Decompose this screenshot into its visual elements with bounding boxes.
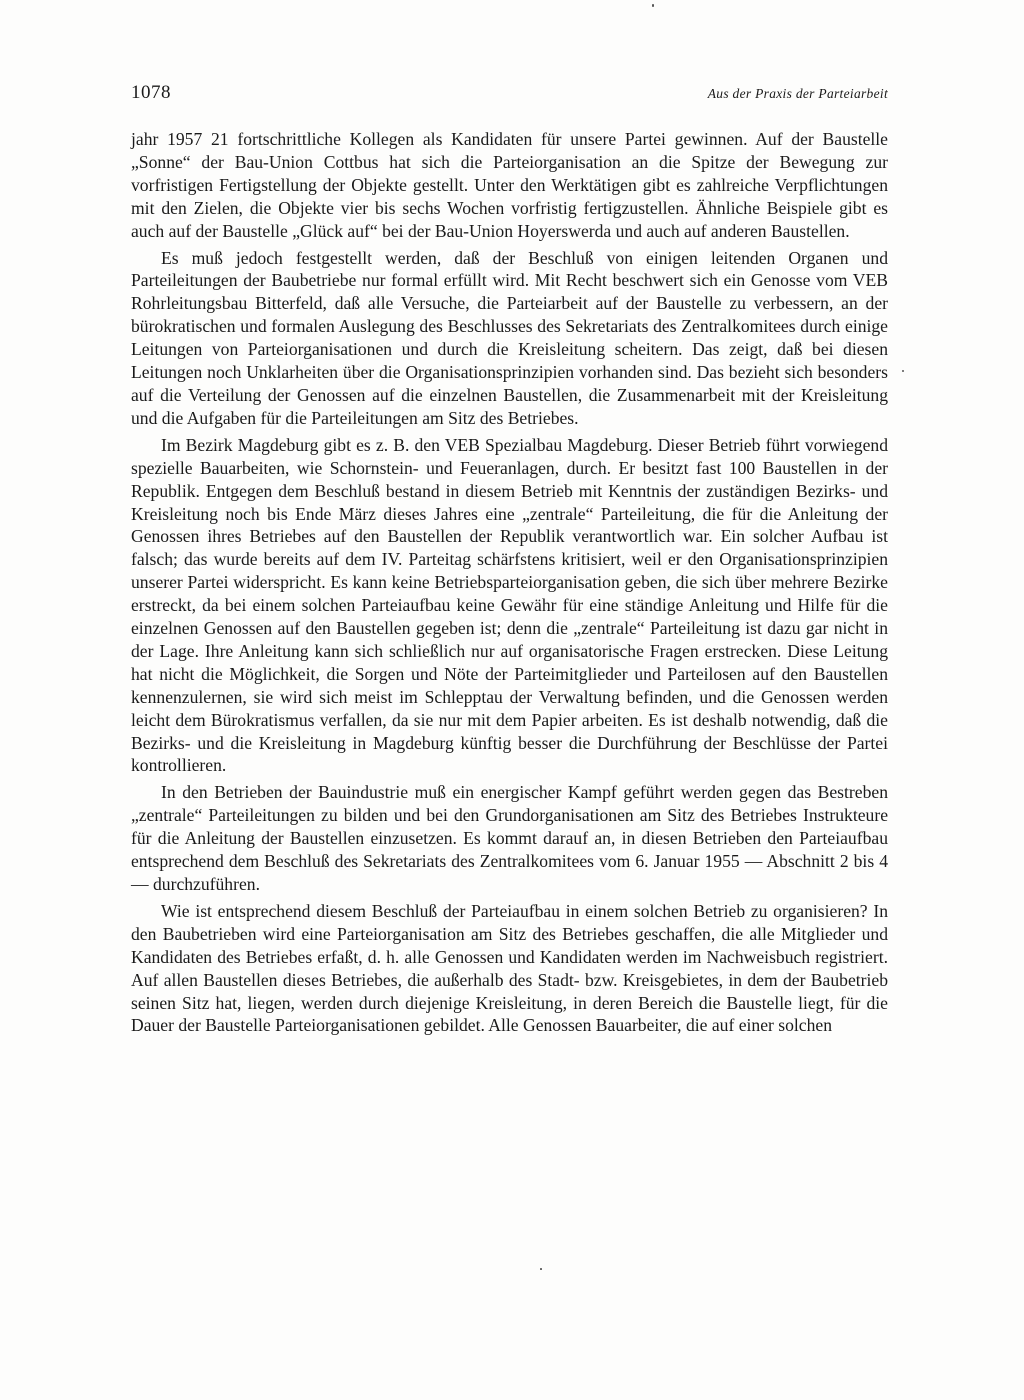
scan-speck: [902, 370, 904, 372]
paragraph-5: Wie ist entsprechend diesem Beschluß der Parteiaufbau in einem solchen Betrieb zu organisieren? In den Baubetrieben wird eine Parteiorganisation am Sitz des Betriebes geschaffen, die alle Mitglieder und Kandidaten des Betriebes erfaßt, d. h. alle Genossen und Kandidaten werden im Nachweisbuch registriert. Auf allen Baustellen dieses Betriebes, die außerhalb des Stadt- bzw. Kreisgebietes, in dem der Baubetrieb seinen Sitz hat, liegen, werden durch diejenige Kreisleitung, in deren Bereich die Baustelle liegt, für die Dauer der Baustelle Parteiorganisationen gebildet. Alle Genossen Bauarbeiter, die auf einer solchen: [131, 900, 888, 1036]
running-head: Aus der Praxis der Parteiarbeit: [707, 86, 888, 101]
paragraph-1: jahr 1957 21 fortschrittliche Kollegen als Kandidaten für unsere Partei gewinnen. Auf der Baustelle „Sonne“ der Bau-Union Cottbus hat sich die Parteiorganisation an die Spitze der Bewegung zur vorfristigen Fertigstellung der Objekte gestellt. Unter den Werktätigen gibt es zahlreiche Verpflichtungen mit den Zielen, die Objekte vier bis sechs Wochen vorfristig fertigzustellen. Ähnliche Beispiele gibt es auch auf der Baustelle „Glück auf“ bei der Bau-Union Hoyerswerda und auch auf anderen Baustellen.: [131, 129, 888, 241]
scan-speck: [540, 1268, 542, 1270]
scan-speck: [652, 4, 654, 7]
page-number: 1078: [131, 82, 171, 103]
body-text: [131, 128, 888, 1041]
paragraph-2: Es muß jedoch festgestellt werden, daß der Beschluß von einigen leitenden Organen und Parteileitungen der Baubetriebe nur formal erfüllt wird. Mit Recht beschwert sich ein Genosse vom VEB Rohrleitungsbau Bitterfeld, daß alle Versuche, die Parteiarbeit auf der Baustelle zu verbessern, an der bürokratischen und formalen Auslegung des Beschlusses des Sekretariats des Zentralkomitees durch einige Leitungen von Parteiorganisationen und durch die Kreisleitung scheitern. Das zeigt, daß bei diesen Leitungen noch Unklarheiten über die Organisationsprinzipien vorhanden sind. Das bezieht sich besonders auf die Verteilung der Genossen auf die einzelnen Baustellen, die Zusammenarbeit mit der Kreisleitung und die Aufgaben für die Parteileitungen am Sitz des Betriebes.: [131, 247, 888, 428]
paragraph-3: Im Bezirk Magdeburg gibt es z. B. den VEB Spezialbau Magdeburg. Dieser Betrieb führt vorwiegend spezielle Bauarbeiten, wie Schornstein- und Feueranlagen, durch. Er besitzt fast 100 Baustellen in der Republik. Entgegen dem Beschluß bestand in diesem Betrieb mit Kenntnis der zuständigen Bezirks- und Kreisleitung noch bis Ende März dieses Jahres eine „zentrale“ Parteileitung, die für die Anleitung der Genossen ihres Betriebes auf den Baustellen der Republik verantwortlich war. Ein solcher Aufbau ist falsch; das wurde bereits auf dem IV. Parteitag schärfstens kritisiert, weil er den Organisationsprinzipien unserer Partei widerspricht. Es kann keine Betriebsparteiorganisation geben, die sich über mehrere Bezirke erstreckt, da bei einem solchen Parteiaufbau keine Gewähr für eine ständige Anleitung und Hilfe für die einzelnen Genossen auf den Baustellen gegeben ist; denn die „zentrale“ Parteileitung ist dazu gar nicht in der Lage. Ihre Anleitung kann sich schließlich nur auf organisatorische Fragen erstrecken. Diese Leitung hat nicht die Möglichkeit, die Sorgen und Nöte der Parteimitglieder und Parteilosen auf den Baustellen kennenzulernen, sie wird sich meist im Schlepptau der Verwaltung befinden, und die Genossen werden leicht dem Bürokratismus verfallen, da sie nur mit dem Papier arbeiten. Es ist deshalb notwendig, daß die Bezirks- und die Kreisleitung in Magdeburg künftig besser die Durchführung der Beschlüsse der Partei kontrollieren.: [131, 434, 888, 776]
page-header: [131, 82, 888, 108]
paragraph-4: In den Betrieben der Bauindustrie muß ein energischer Kampf geführt werden gegen das Bestreben „zentrale“ Parteileitungen zu bilden und bei den Grundorganisationen am Sitz des Betriebes Instrukteure für die Anleitung der Baustellen einzusetzen. Es kommt darauf an, in diesen Betrieben den Parteiaufbau entsprechend dem Beschluß des Sekretariats des Zentralkomitees vom 6. Januar 1955 — Abschnitt 2 bis 4 — durchzuführen.: [131, 782, 888, 894]
